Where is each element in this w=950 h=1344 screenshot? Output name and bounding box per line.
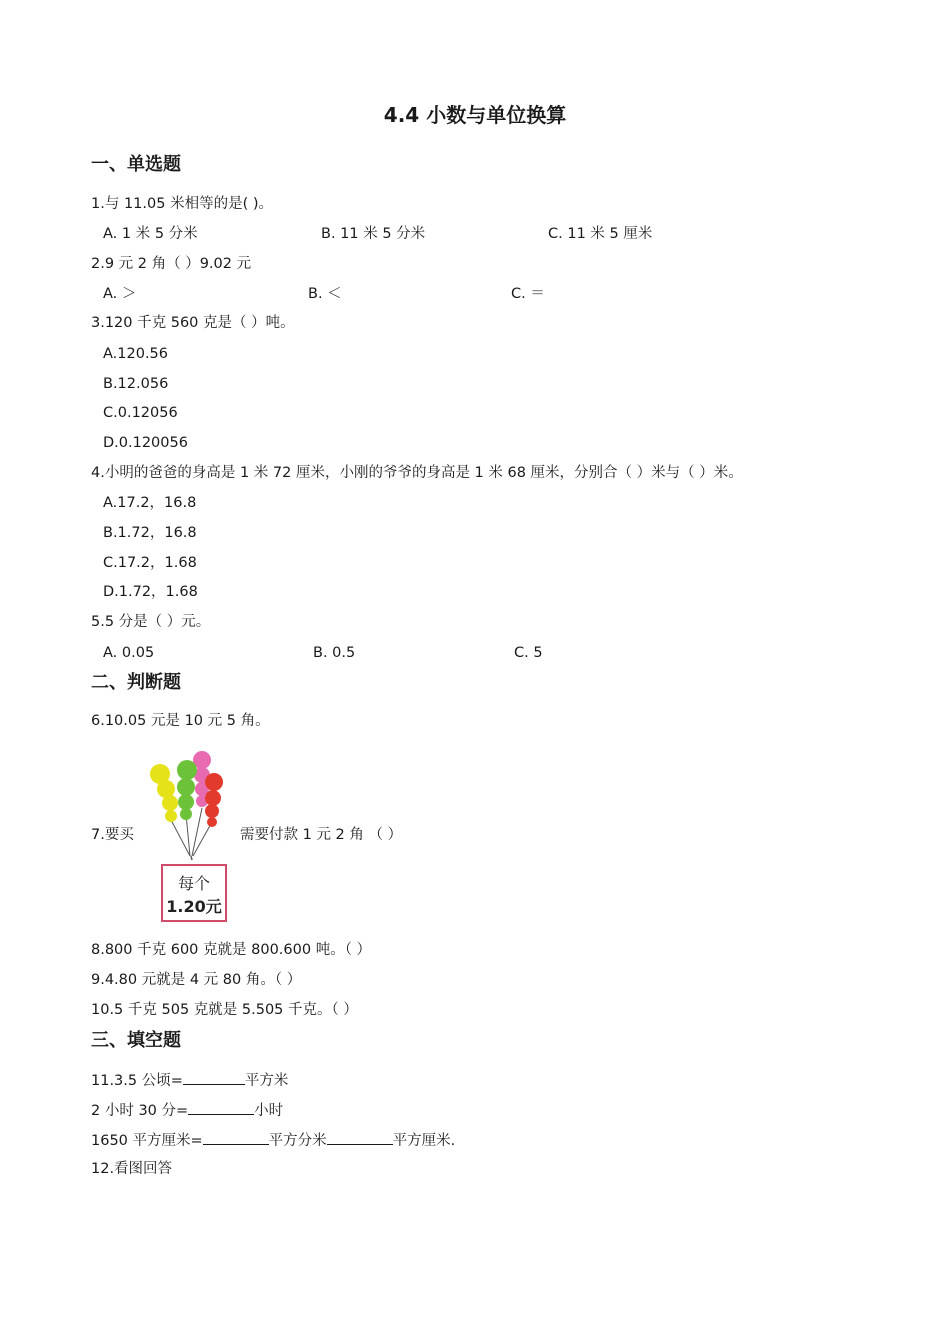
question-5-option-b[interactable]: B. 0.5	[313, 645, 356, 661]
question-2-option-b[interactable]: B. ＜	[308, 286, 342, 302]
q11-line3-text-c: 平方厘米.	[392, 1133, 456, 1149]
question-4-option-a[interactable]: A.17.2，16.8	[103, 495, 197, 511]
section-heading-single-choice: 一、单选题	[91, 154, 181, 175]
q11-line2-text-a: 2 小时 30 分=	[91, 1103, 189, 1119]
question-3-option-c[interactable]: C.0.12056	[103, 405, 178, 421]
question-4-option-d[interactable]: D.1.72，1.68	[103, 584, 198, 600]
question-5-stem: 5.5 分是（ ）元。	[91, 614, 211, 630]
q11-line1-text-b: 平方米	[244, 1073, 289, 1089]
price-tag-each: 每个	[177, 874, 211, 893]
question-3-option-b[interactable]: B.12.056	[103, 376, 169, 392]
question-1-option-b[interactable]: B. 11 米 5 分米	[321, 226, 426, 242]
question-2-option-a[interactable]: A. ＞	[103, 286, 137, 302]
answer-blank[interactable]	[203, 1129, 269, 1145]
question-4-option-b[interactable]: B.1.72，16.8	[103, 525, 197, 541]
question-12: 12.看图回答	[91, 1161, 173, 1177]
question-3-option-a[interactable]: A.120.56	[103, 346, 169, 362]
question-10: 10.5 千克 505 克就是 5.505 千克。（ ）	[91, 1002, 358, 1018]
question-9: 9.4.80 元就是 4 元 80 角。（ ）	[91, 972, 302, 988]
answer-blank[interactable]	[188, 1099, 254, 1115]
question-5-option-c[interactable]: C. 5	[514, 645, 543, 661]
question-1-option-a[interactable]: A. 1 米 5 分米	[103, 226, 198, 242]
q11-line2-text-b: 小时	[254, 1103, 284, 1119]
section-heading-true-false: 二、判断题	[91, 672, 181, 693]
question-7-prefix: 7.要买	[91, 827, 134, 843]
balloon-illustration	[140, 748, 236, 926]
page-title: 4.4 小数与单位换算	[383, 103, 567, 127]
question-1-stem: 1.与 11.05 米相等的是( )。	[91, 196, 273, 212]
question-3-stem: 3.120 千克 560 克是（ ）吨。	[91, 315, 295, 331]
question-3-option-d[interactable]: D.0.120056	[103, 435, 188, 451]
answer-blank[interactable]	[183, 1069, 245, 1085]
section-heading-fill-blank: 三、填空题	[91, 1030, 181, 1051]
question-5-option-a[interactable]: A. 0.05	[103, 645, 155, 661]
question-2-option-c[interactable]: C. ＝	[511, 286, 545, 302]
question-11-line-2	[91, 1099, 283, 1121]
answer-blank[interactable]	[327, 1129, 393, 1145]
price-tag-amount: 1.20元	[166, 897, 222, 916]
question-6: 6.10.05 元是 10 元 5 角。	[91, 713, 270, 729]
question-8: 8.800 千克 600 克就是 800.600 吨。（ ）	[91, 942, 372, 958]
q11-line3-text-a: 1650 平方厘米=	[91, 1133, 203, 1149]
question-11-line-1	[91, 1069, 288, 1091]
question-11-line-3	[91, 1129, 455, 1151]
q11-line3-text-b: 平方分米	[268, 1133, 327, 1149]
q11-line1-text-a: 11.3.5 公顷=	[91, 1073, 183, 1089]
question-4-stem: 4.小明的爸爸的身高是 1 米 72 厘米，小刚的爷爷的身高是 1 米 68 厘米，分别合（ ）米与（ ）米。	[91, 465, 743, 481]
balloons-image	[140, 748, 236, 926]
question-1-option-c[interactable]: C. 11 米 5 厘米	[548, 226, 653, 242]
question-4-option-c[interactable]: C.17.2，1.68	[103, 555, 197, 571]
question-7-suffix: 需要付款 1 元 2 角 （ ）	[240, 827, 403, 843]
question-2-stem: 2.9 元 2 角（ ）9.02 元	[91, 256, 252, 272]
